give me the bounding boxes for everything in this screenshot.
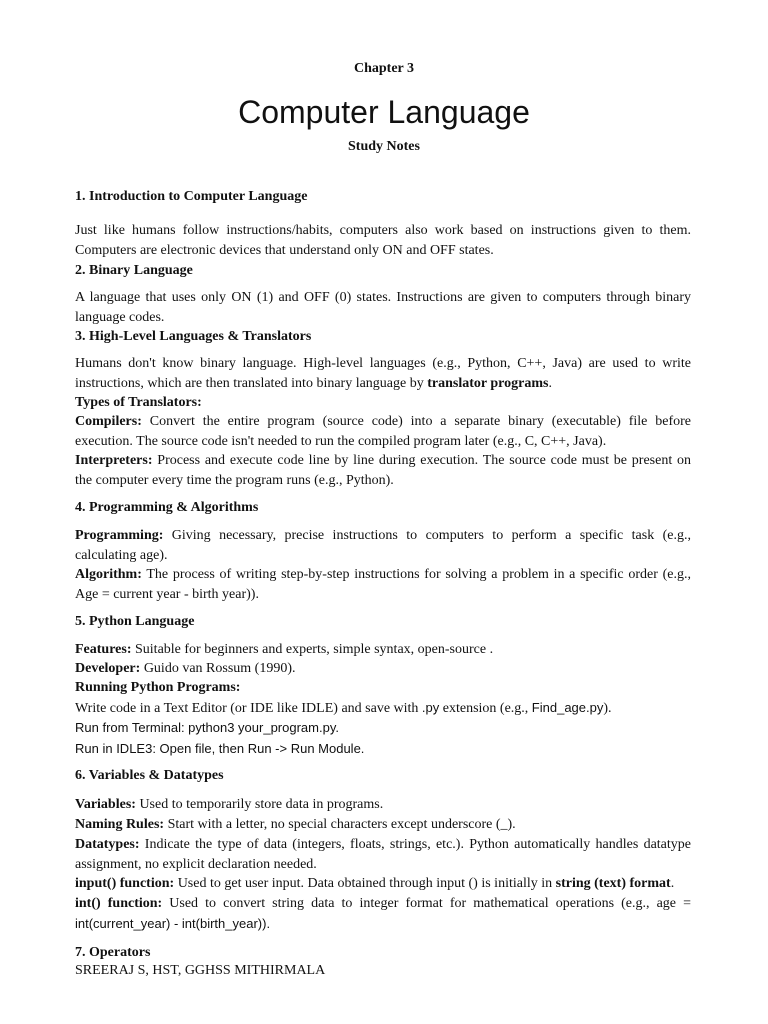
example-filename: Find_age.py bbox=[531, 700, 604, 715]
algorithm-label: Algorithm: bbox=[75, 567, 142, 582]
compilers-label: Compilers: bbox=[75, 414, 142, 429]
input-function-line: input() function: Used to get user input. Data obtained through input () is initially in string (text) format. bbox=[75, 876, 675, 891]
variables-line: Variables: Used to temporarily store data in programs. bbox=[75, 797, 384, 812]
compilers-paragraph: Compilers: Convert the entire program (source code) into a separate binary (executable) file before execution. The source code isn't needed to run the compiled program later (e.g., C, C++, Java). bbox=[75, 414, 691, 449]
developer-line: Developer: Guido van Rossum (1990). bbox=[75, 661, 296, 676]
interpreters-label: Interpreters: bbox=[75, 453, 153, 468]
run-terminal-line: Run from Terminal: python3 your_program.py. bbox=[75, 720, 339, 735]
programming-label: Programming: bbox=[75, 528, 164, 543]
translator-programs-term: translator programs bbox=[427, 375, 549, 391]
section-5-heading: 5. Python Language bbox=[75, 614, 195, 629]
algorithm-paragraph: Algorithm: The process of writing step-by-step instructions for solving a problem in a specific order (e.g., Age = current year - birth year)). bbox=[75, 567, 691, 602]
string-format-term: string (text) format bbox=[555, 876, 671, 891]
naming-rules-line: Naming Rules: Start with a letter, no special characters except underscore (_). bbox=[75, 817, 516, 832]
int-function-label: int() function: bbox=[75, 896, 163, 911]
running-python-heading: Running Python Programs: bbox=[75, 680, 241, 695]
section-6-heading: 6. Variables & Datatypes bbox=[75, 768, 224, 783]
datatypes-paragraph: Datatypes: Indicate the type of data (integers, floats, strings, etc.). Python automatically handles datatype assignment, no explicit declaration needed. bbox=[75, 837, 691, 872]
section-1-text: Just like humans follow instructions/habits, computers also work based on instructions given to them. Computers are electronic devices that understand only ON and OFF states. bbox=[75, 223, 691, 258]
variables-label: Variables: bbox=[75, 797, 136, 812]
section-2-text: A language that uses only ON (1) and OFF (0) states. Instructions are given to computers through binary language codes. bbox=[75, 290, 691, 325]
interpreters-paragraph: Interpreters: Process and execute code line by line during execution. The source code must be present on the computer every time the program runs (e.g., Python). bbox=[75, 453, 691, 488]
chapter-label: Chapter 3 bbox=[353, 61, 415, 76]
input-function-label: input() function: bbox=[75, 876, 175, 891]
section-3-heading: 3. High-Level Languages & Translators bbox=[75, 329, 312, 344]
section-7-heading: 7. Operators bbox=[75, 945, 151, 960]
run-idle-line: Run in IDLE3: Open file, then Run -> Run Module. bbox=[75, 741, 365, 756]
section-2-heading: 2. Binary Language bbox=[75, 263, 193, 278]
int-function-paragraph: int() function: Used to convert string data to integer format for mathematical operations (e.g., age = int(current_year) - int(birth_year)). bbox=[75, 896, 691, 931]
section-1-heading: 1. Introduction to Computer Language bbox=[75, 189, 308, 204]
developer-label: Developer: bbox=[75, 661, 141, 676]
page-title: Computer Language bbox=[238, 94, 530, 130]
features-line: Features: Suitable for beginners and experts, simple syntax, open-source . bbox=[75, 642, 494, 657]
page-subtitle: Study Notes bbox=[348, 139, 420, 154]
footer-author: SREERAJ S, HST, GGHSS MITHIRMALA bbox=[75, 963, 326, 978]
section-3-intro: Humans don't know binary language. High-level languages (e.g., Python, C++, Java) are used to write instructions, which are then translated into binary language by translator programs. bbox=[75, 356, 691, 391]
datatypes-label: Datatypes: bbox=[75, 837, 140, 852]
types-of-translators-heading: Types of Translators: bbox=[75, 395, 202, 410]
section-4-heading: 4. Programming & Algorithms bbox=[75, 500, 259, 515]
naming-rules-label: Naming Rules: bbox=[75, 817, 165, 832]
features-label: Features: bbox=[75, 642, 132, 657]
programming-paragraph: Programming: Giving necessary, precise instructions to computers to perform a specific task (e.g., calculating age). bbox=[75, 528, 691, 563]
write-code-line: Write code in a Text Editor (or IDE like IDLE) and save with .py extension (e.g., Find_age.py). bbox=[75, 700, 612, 716]
